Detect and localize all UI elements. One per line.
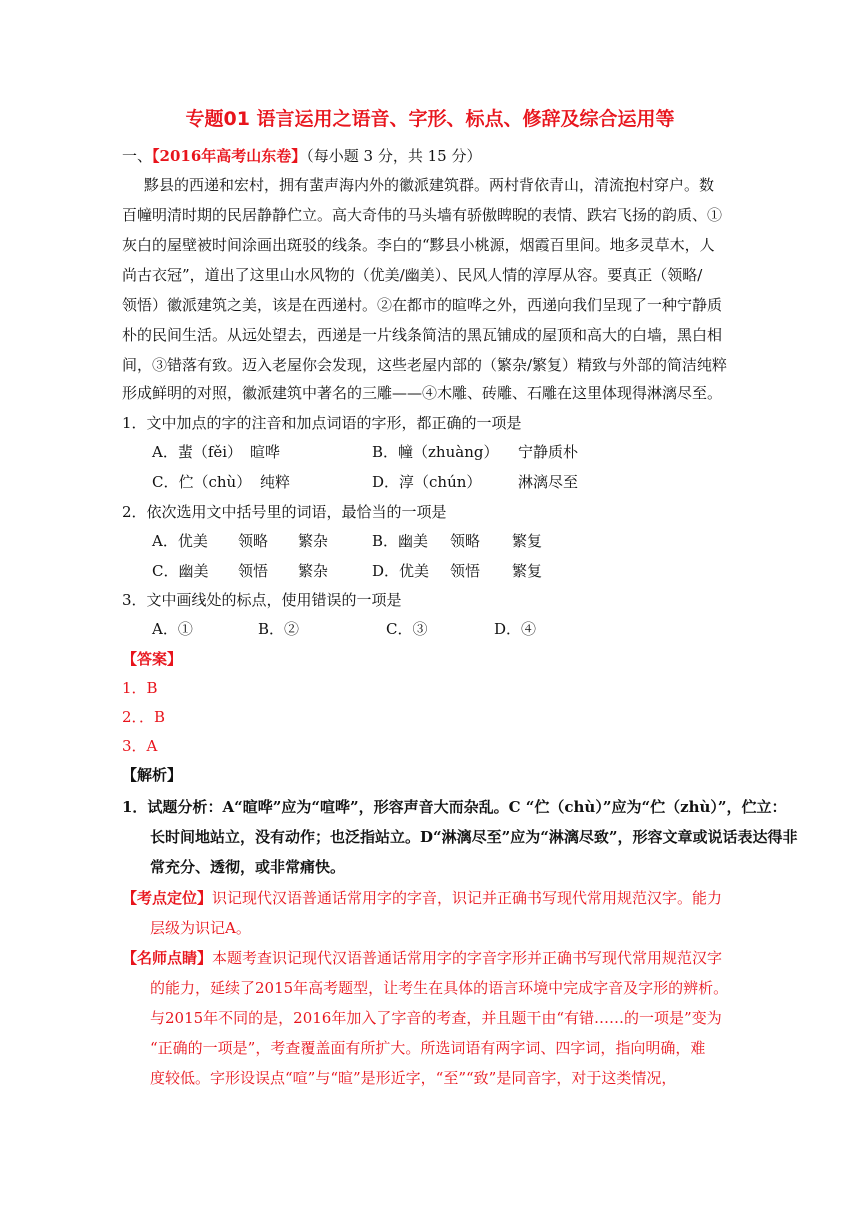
passage-line: 领悟）徽派建筑之美，该是在西递村。②在都市的暄哗之外，西递向我们呈现了一种宁静质 [122,296,723,314]
mingshi-line: 的能力，延续了2015年高考题型，让考生在具体的语言环境中完成字音及字形的辨析。 [150,979,729,997]
option-d: D．④ [494,620,537,638]
option-c-word2: 领悟 [238,562,269,580]
kaodian-line: 识记现代汉语普通话常用字的字音，识记并正确书写现代常用规范汉字。能力 [212,889,723,907]
option-b-word: 宁静质朴 [518,443,579,461]
analysis-line: 长时间地站立，没有动作；也泛指站立。D“淋漓尽至”应为“淋漓尽致”，形容文章或说话表达得非 [150,828,798,846]
passage-line: 灰白的屋壁被时间涂画出斑驳的线条。李白的“黟县小桃源，烟霞百里间。地多灵草木，人 [122,236,715,254]
option-b: B．幢（zhuàng） [372,443,499,461]
answer-item: 3．A [122,737,158,755]
section-prefix: 一、 [122,147,153,165]
page-title: 专题01 语言运用之语音、字形、标点、修辞及综合运用等 [185,108,675,130]
passage-line: 形成鲜明的对照，徽派建筑中著名的三雕——④木雕、砖雕、石雕在这里体现得淋漓尽至。 [122,384,723,402]
option-d-word3: 繁复 [512,562,543,580]
kaodian-first-line [122,888,722,908]
section-source: 【2016年高考山东卷】 [152,147,307,165]
passage-line: 黟县的西递和宏村，拥有蜚声海内外的徽派建筑群。两村背依青山，清流抱村穿户。数 [144,176,715,194]
answer-item: 1．B [122,679,158,697]
question-stem: 2．依次选用文中括号里的词语，最恰当的一项是 [122,503,447,521]
answer-item: 2．．B [122,708,166,726]
passage-line: 百幢明清时期的民居静静伫立。高大奇伟的马头墙有骄傲睥睨的表情、跌宕飞扬的韵质、① [122,206,723,224]
option-d: D．优美 [372,562,430,580]
option-d: D．淳（chún） [372,473,482,491]
option-c-word: 纯粹 [260,473,291,491]
analysis-line: 1．试题分析：A“暄哗”应为“喧哗”，形容声音大而杂乱。C “伫（chù）”应为“伫（zhù）”，伫立： [122,798,787,816]
option-c: C．伫（chù） [152,473,252,491]
section-header [122,146,481,166]
section-score: （每小题 3 分，共 15 分） [306,147,482,165]
option-d-word: 淋漓尽至 [518,473,579,491]
mingshi-line: 本题考查识记现代汉语普通话常用字的字音字形并正确书写现代常用规范汉字 [212,949,723,967]
passage-line: 尚古衣冠”，道出了这里山水风物的（优美/幽美）、民风人情的淳厚从容。要真正（领略/ [122,266,703,284]
option-a-word2: 领略 [238,532,269,550]
option-a: A．① [152,620,193,638]
option-b: B．② [258,620,300,638]
mingshi-line: “正确的一项是”，考查覆盖面有所扩大。所选词语有两字词、四字词，指向明确，难 [150,1039,706,1057]
option-a-word3: 繁杂 [298,532,329,550]
option-b-word2: 领略 [450,532,481,550]
mingshi-first-line [122,948,722,968]
question-stem: 3．文中画线处的标点，使用错误的一项是 [122,591,402,609]
passage-line: 朴的民间生活。从远处望去，西递是一片线条简洁的黑瓦铺成的屋顶和高大的白墙，黑白相 [122,326,723,344]
mingshi-line: 与2015年不同的是，2016年加入了字音的考查，并且题干由“有错……的一项是”变为 [150,1009,722,1027]
option-c: C．③ [386,620,428,638]
option-c: C．幽美 [152,562,209,580]
option-b-word3: 繁复 [512,532,543,550]
analysis-line: 常充分、透彻，或非常痛快。 [150,858,346,876]
option-a-word: 暄哗 [250,443,281,461]
mingshi-heading: 【名师点睛】 [122,949,213,967]
option-b: B．幽美 [372,532,429,550]
kaodian-heading: 【考点定位】 [122,889,213,907]
option-a: A．蜚（fěi） [152,443,243,461]
option-a: A．优美 [152,532,208,550]
question-stem: 1．文中加点的字的注音和加点词语的字形，都正确的一项是 [122,414,522,432]
option-c-word3: 繁杂 [298,562,329,580]
analysis-heading: 【解析】 [122,766,183,784]
answer-heading: 【答案】 [122,650,183,668]
kaodian-line: 层级为识记A。 [150,919,251,937]
mingshi-line: 度较低。字形设误点“喧”与“暄”是形近字，“至”“致”是同音字，对于这类情况， [150,1069,677,1087]
option-d-word2: 领悟 [450,562,481,580]
passage-line: 间，③错落有致。迈入老屋你会发现，这些老屋内部的（繁杂/繁复）精致与外部的简洁纯粹 [122,356,728,374]
